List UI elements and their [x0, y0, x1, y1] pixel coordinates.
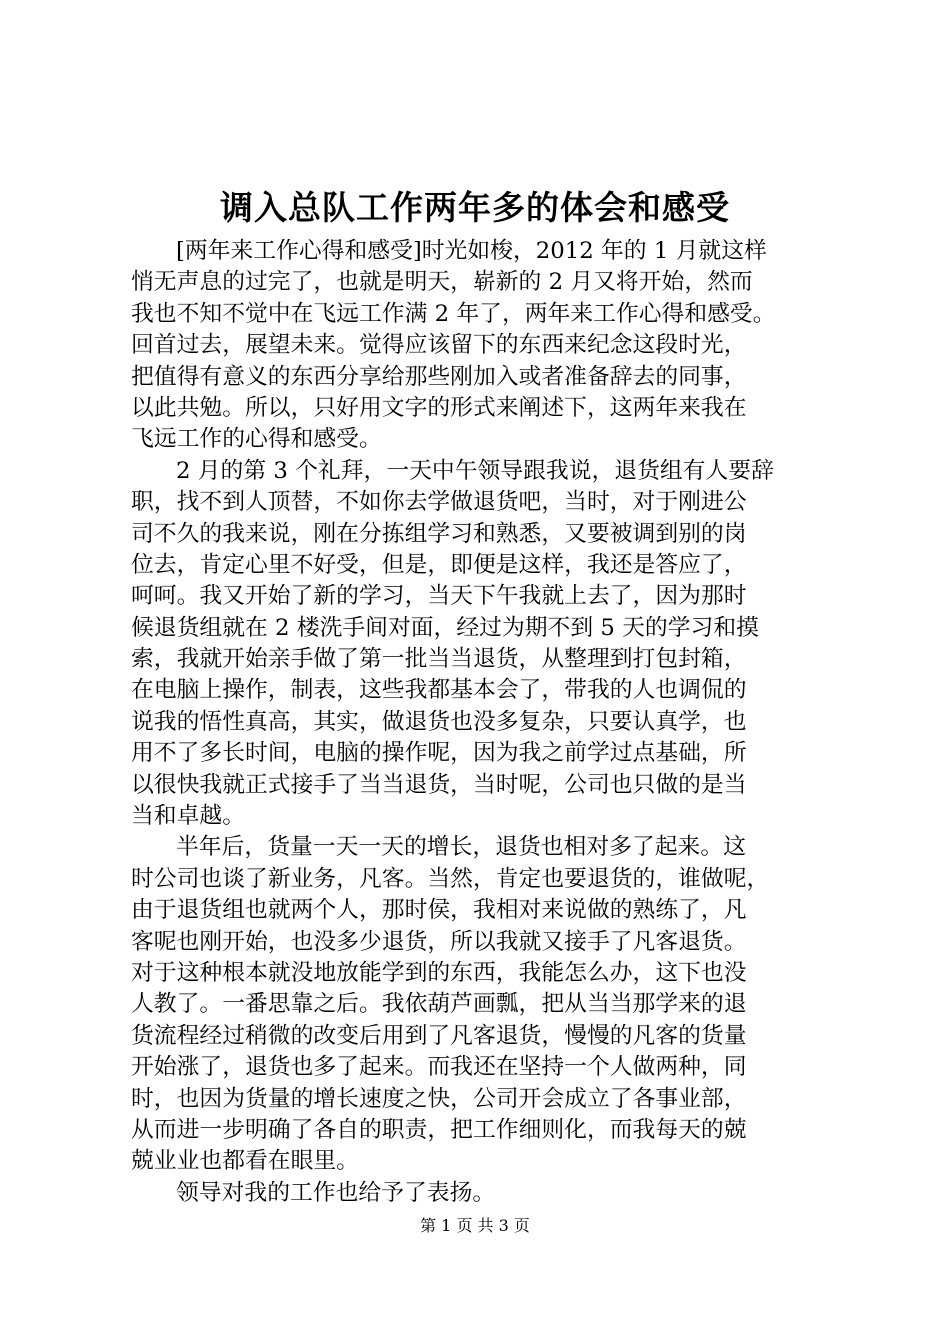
text-line: 飞远工作的心得和感受。 [131, 426, 382, 453]
document-body [131, 236, 846, 1209]
text-line: 司不久的我来说，刚在分拣组学习和熟悉，又要被调到别的岗 [131, 520, 747, 547]
page-footer: 第 1 页 共 3 页 [420, 1216, 530, 1235]
text-line: 兢业业也都看在眼里。 [131, 1148, 359, 1175]
text-line: 时公司也谈了新业务，凡客。当然，肯定也要退货的，谁做呢， [131, 865, 770, 892]
paragraph [131, 456, 846, 833]
paragraph [131, 1178, 846, 1209]
text-line: 以很快我就正式接手了当当退货，当时呢，公司也只做的是当 [131, 771, 747, 798]
text-line: 领导对我的工作也给予了表扬。 [176, 1179, 496, 1206]
text-line: 时，也因为货量的增长速度之快，公司开会成立了各事业部， [131, 1085, 747, 1112]
text-line: 候退货组就在 2 楼洗手间对面，经过为期不到 5 天的学习和摸 [131, 614, 759, 641]
text-line: 在电脑上操作，制表，这些我都基本会了，带我的人也调侃的 [131, 677, 747, 704]
text-line: 货流程经过稍微的改变后用到了凡客退货，慢慢的凡客的货量 [131, 1022, 747, 1049]
text-line: 客呢也刚开始，也没多少退货，所以我就又接手了凡客退货。 [131, 928, 747, 955]
text-line: 以此共勉。所以，只好用文字的形式来阐述下，这两年来我在 [131, 394, 747, 421]
text-line: 我也不知不觉中在飞远工作满 2 年了，两年来工作心得和感受。 [131, 300, 776, 327]
document-title: 调入总队工作两年多的体会和感受 [220, 188, 730, 227]
text-line: 职，找不到人顶替，不如你去学做退货吧，当时，对于刚进公 [131, 489, 747, 516]
text-line: 悄无声息的过完了，也就是明天，崭新的 2 月又将开始，然而 [131, 269, 753, 296]
text-line: 呵呵。我又开始了新的学习，当天下午我就上去了，因为那时 [131, 583, 747, 610]
text-line: 用不了多长时间，电脑的操作呢，因为我之前学过点基础，所 [131, 740, 747, 767]
text-line: 半年后，货量一天一天的增长，退货也相对多了起来。这 [176, 834, 746, 861]
text-line: 从而进一步明确了各自的职责，把工作细则化，而我每天的兢 [131, 1116, 747, 1143]
text-line: 2 月的第 3 个礼拜，一天中午领导跟我说，退货组有人要辞 [176, 457, 774, 484]
text-line: 位去，肯定心里不好受，但是，即便是这样，我还是答应了， [131, 551, 747, 578]
text-line: [两年来工作心得和感受]时光如梭，2012 年的 1 月就这样 [176, 238, 767, 264]
text-line: 索，我就开始亲手做了第一批当当退货，从整理到打包封箱， [131, 646, 747, 673]
text-line: 把值得有意义的东西分享给那些刚加入或者准备辞去的同事， [131, 363, 747, 390]
paragraph [131, 236, 846, 456]
text-line: 由于退货组也就两个人，那时侯，我相对来说做的熟练了，凡 [131, 897, 747, 924]
text-line: 当和卓越。 [131, 803, 245, 830]
text-line: 回首过去，展望未来。觉得应该留下的东西来纪念这段时光， [131, 332, 747, 359]
text-line: 对于这种根本就没地放能学到的东西，我能怎么办，这下也没 [131, 959, 747, 986]
text-line: 人教了。一番思靠之后。我依葫芦画瓢，把从当当那学来的退 [131, 991, 747, 1018]
paragraph [131, 832, 846, 1177]
text-line: 开始涨了，退货也多了起来。而我还在坚持一个人做两种，同 [131, 1054, 747, 1081]
text-line: 说我的悟性真高，其实，做退货也没多复杂，只要认真学，也 [131, 708, 747, 735]
